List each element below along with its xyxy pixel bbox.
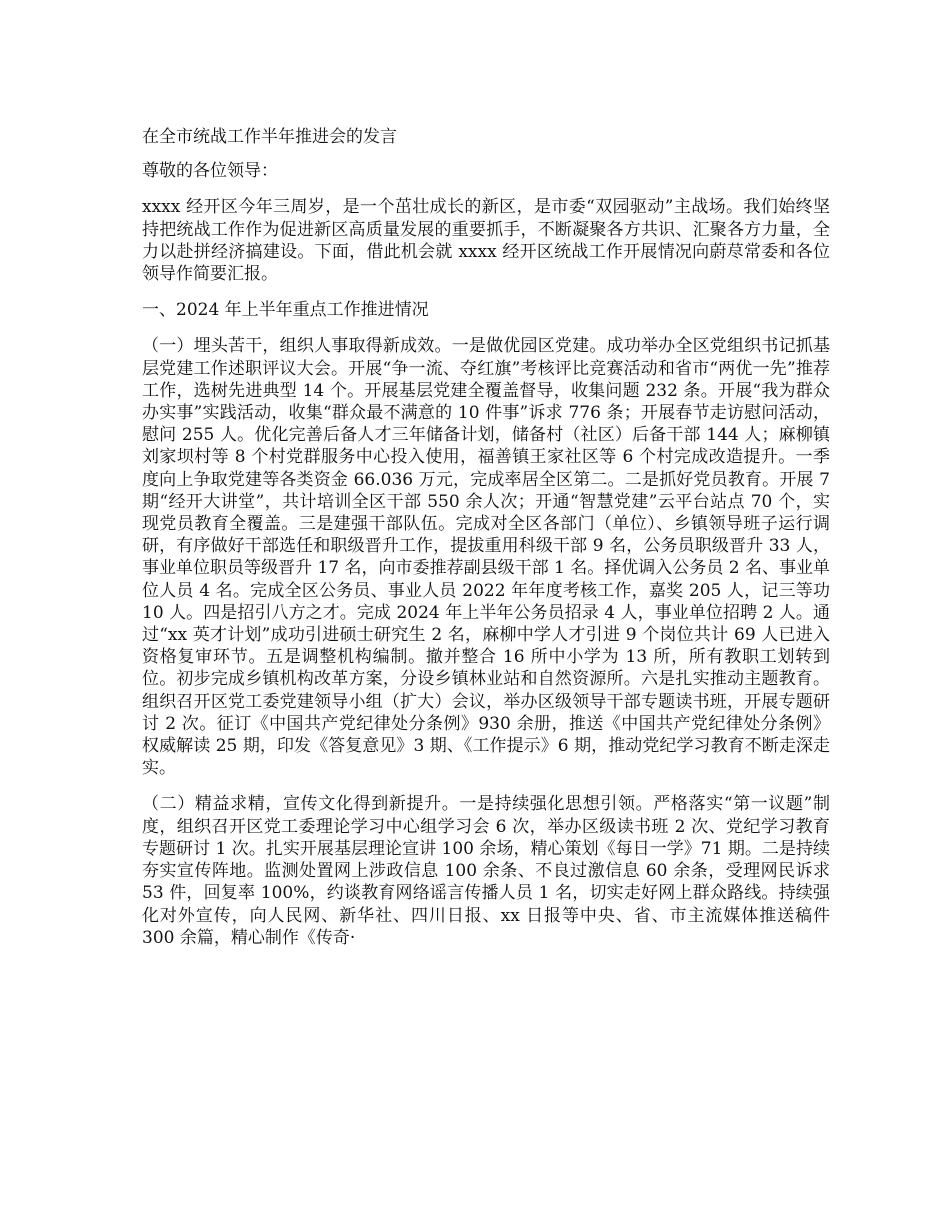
salutation: 尊敬的各位领导： <box>142 161 278 182</box>
section-heading: 一、2024 年上半年重点工作推进情况 <box>142 300 429 321</box>
document-body <box>142 126 830 963</box>
intro-paragraph: xxxx 经开区今年三周岁，是一个茁壮成长的新区，是市委“双园驱动”主战场。我们始终坚持把统战工作作为促进新区高质量发展的重要抓手，不断凝聚各方共识、汇聚各方力量，全力以赴拼经济搞建设。下面，借此机会就 xxxx 经开区统战工作开展情况向蔚荩常委和各位领导作简要汇报。 <box>142 197 830 285</box>
body-paragraph-publicity: （二）精益求精，宣传文化得到新提升。一是持续强化思想引领。严格落实“第一议题”制度，组织召开区党工委理论学习中心组学习会 6 次，举办区级读书班 2 次、党纪学习教育专题研讨 1 次。扎实开展基层理论宣讲 100 余场，精心策划《每日一学》71 期。二是持续夯实宣传阵地。监测处置网上涉政信息 100 余条、不良过激信息 60 余条，受理网民诉求 53 件，回复率 100%，约谈教育网络谣言传播人员 1 名，切实走好网上群众路线。持续强化对外宣传，向人民网、新华社、四川日报、xx 日报等中央、省、市主流媒体推送稿件 300 余篇，精心制作《传奇· <box>142 794 830 948</box>
document-title: 在全市统战工作半年推进会的发言 <box>142 127 397 147</box>
body-paragraph-organization: （一）埋头苦干，组织人事取得新成效。一是做优园区党建。成功举办全区党组织书记抓基层党建工作述职评议大会。开展“争一流、夺红旗”考核评比竞赛活动和省市“两优一先”推荐工作，选树先进典型 14 个。开展基层党建全覆盖督导，收集问题 232 条。开展“我为群众办实事”实践活动，收集“群众最不满意的 10 件事”诉求 776 条；开展春节走访慰问活动，慰问 255 人。优化完善后备人才三年储备计划，储备村（社区）后备干部 144 人；麻柳镇刘家坝村等 8 个村党群服务中心投入使用，福善镇王家社区等 6 个村完成改造提升。一季度向上争取党建等各类资金 66.036 万元，完成率居全区第二。二是抓好党员教育。开展 7 期“经开大讲堂”，共计培训全区干部 550 余人次；开通“智慧党建”云平台站点 70 个，实现党员教育全覆盖。三是建强干部队伍。完成对全区各部门（单位）、乡镇领导班子运行调研，有序做好干部选任和职级晋升工作，提拔重用科级干部 9 名，公务员职级晋升 33 人，事业单位职员等级晋升 17 名，向市委推荐副县级干部 1 名。择优调入公务员 2 名、事业单位人员 4 名。完成全区公务员、事业人员 2022 年年度考核工作，嘉奖 205 人，记三等功 10 人。四是招引八方之才。完成 2024 年上半年公务员招录 4 人，事业单位招聘 2 人。通过“xx 英才计划”成功引进硕士研究生 2 名，麻柳中学人才引进 9 个岗位共计 69 人已进入资格复审环节。五是调整机构编制。撤并整合 16 所中小学为 13 所，所有教职工划转到位。初步完成乡镇机构改革方案，分设乡镇林业站和自然资源所。六是扎实推动主题教育。组织召开区党工委党建领导小组（扩大）会议，举办区级领导干部专题读书班，开展专题研讨 2 次。征订《中国共产党纪律处分条例》930 余册，推送《中国共产党纪律处分条例》权威解读 25 期，印发《答复意见》3 期、《工作提示》6 期，推动党纪学习教育不断走深走实。 <box>142 336 830 779</box>
